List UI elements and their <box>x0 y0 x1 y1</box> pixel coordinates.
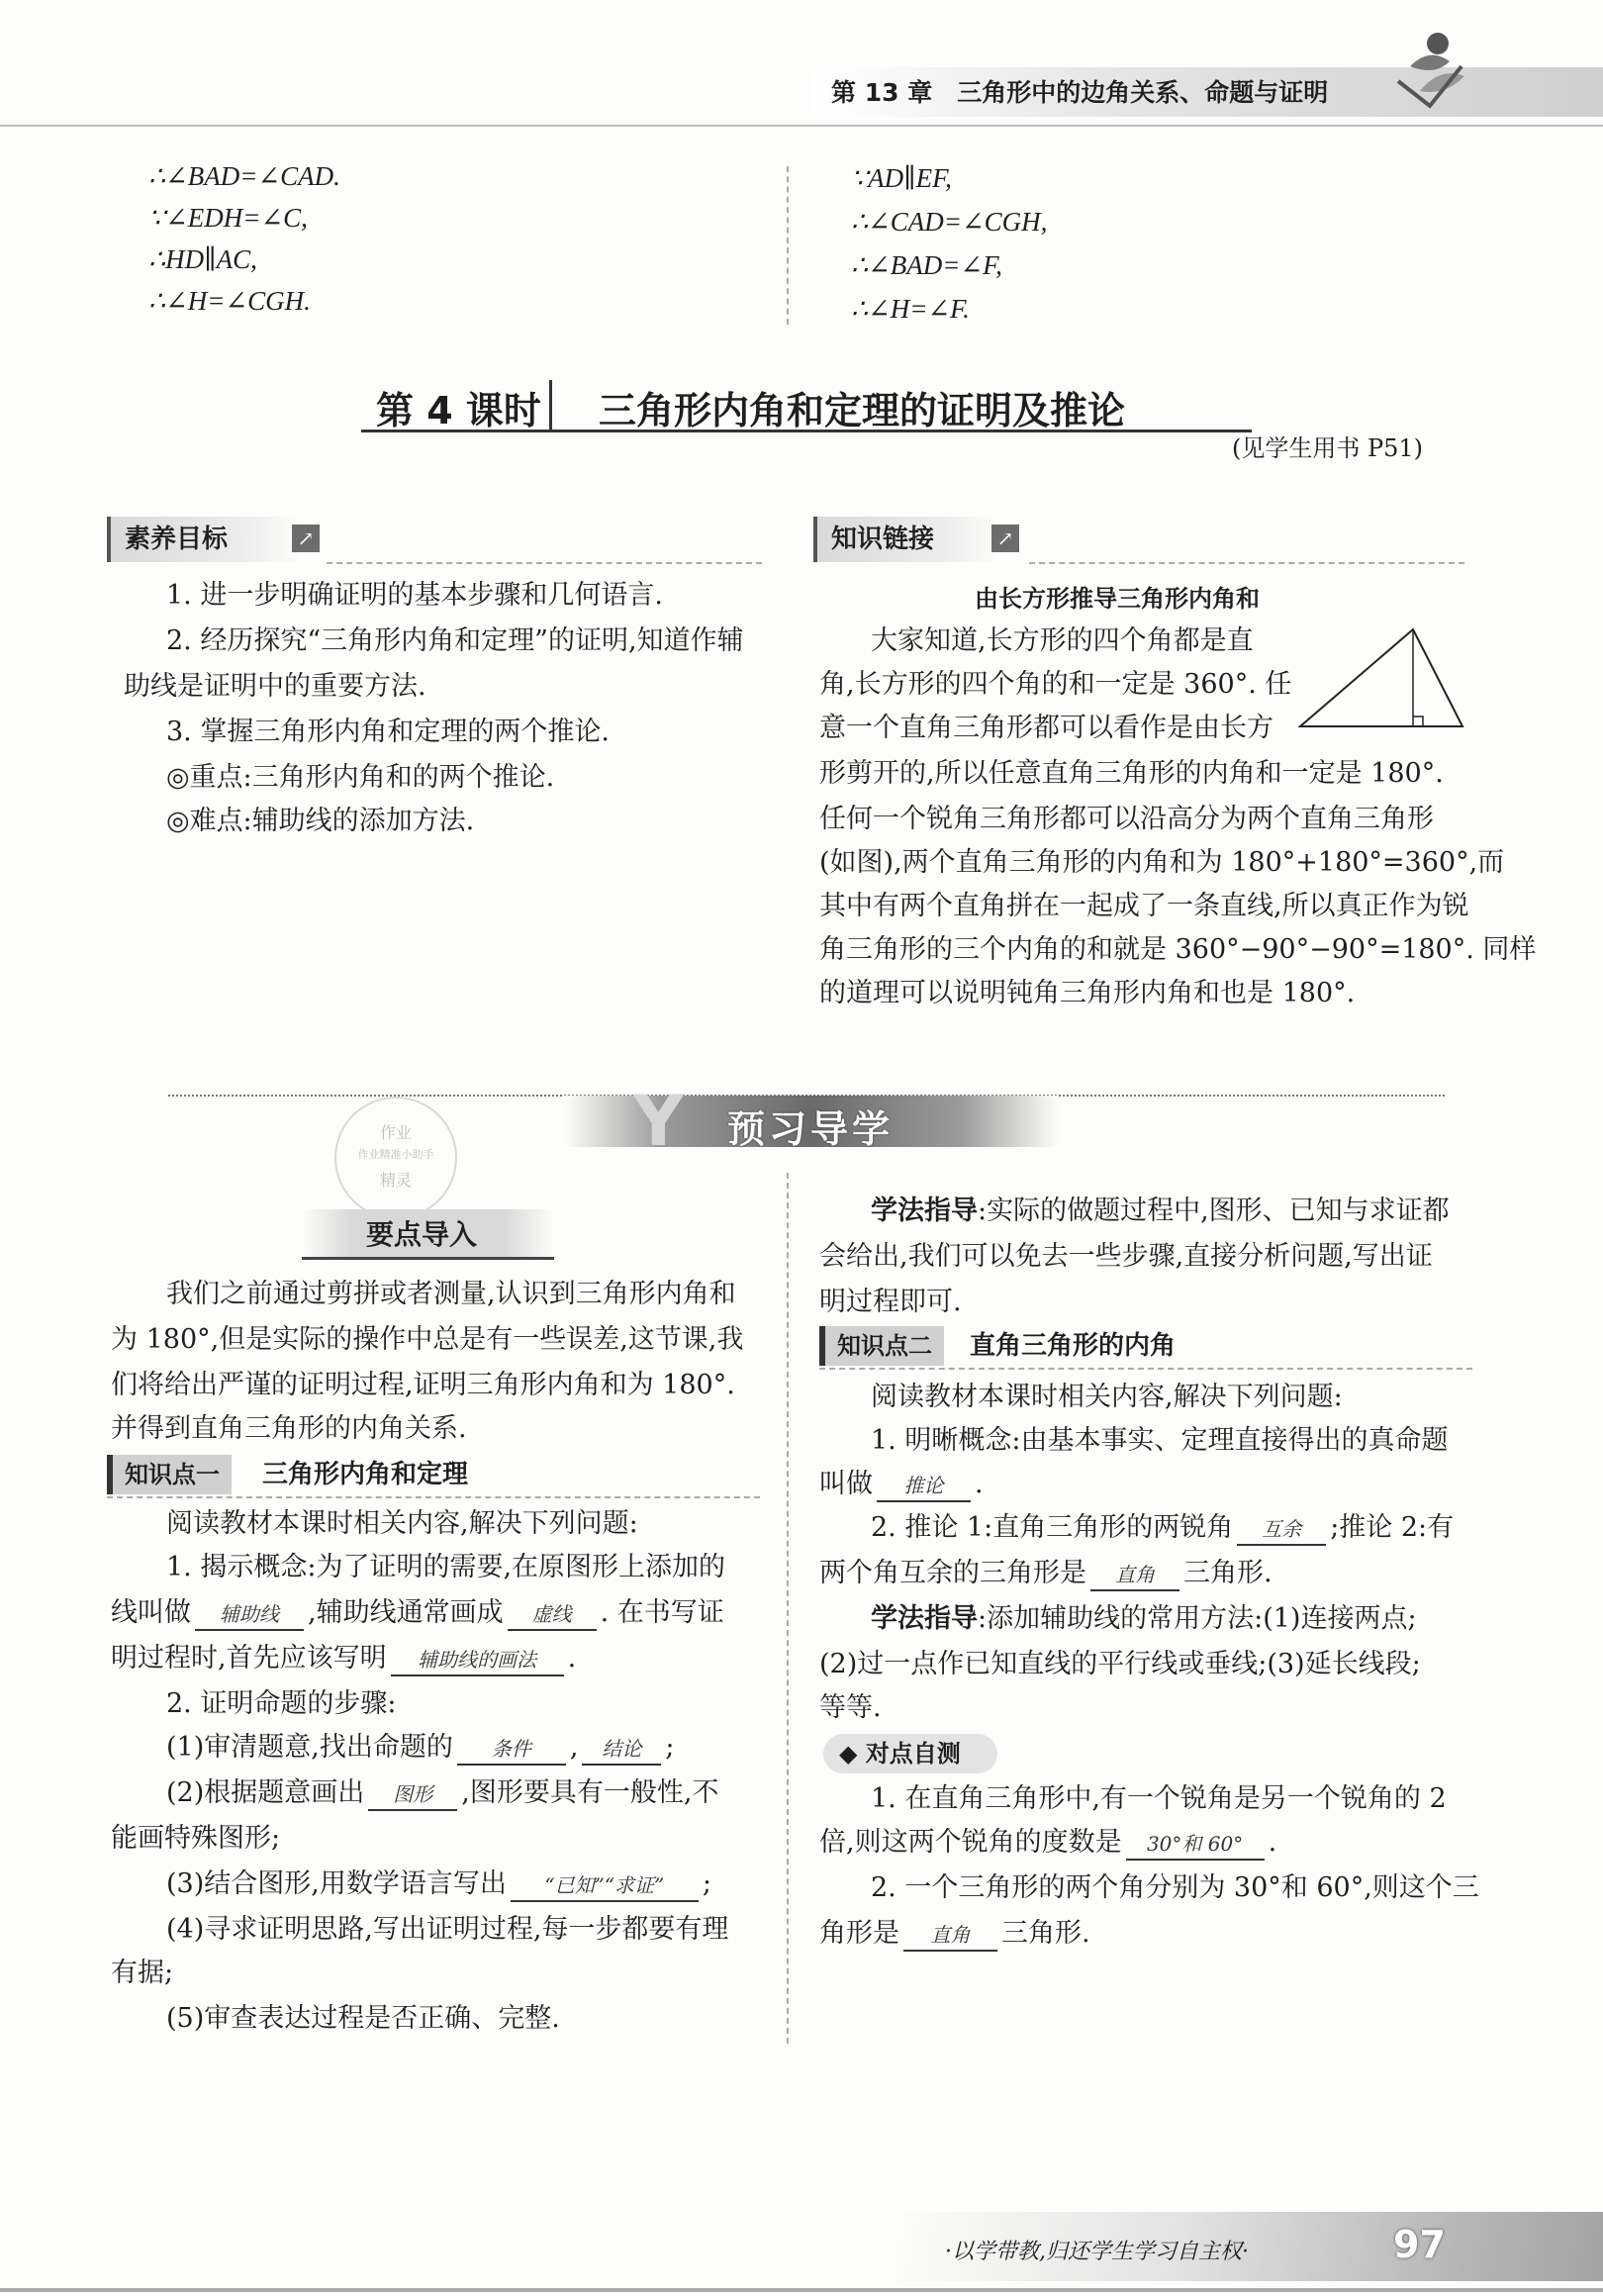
difficulty-item: ◎难点:辅助线的添加方法. <box>166 806 475 836</box>
answer-blank: 辅助线的画法 <box>391 1645 564 1676</box>
text: :实际的做题过程中,图形、已知与求证都 <box>978 1196 1450 1226</box>
proof-line: ∴∠BAD=∠CAD. <box>148 161 340 191</box>
paragraph-line: 并得到直角三角形的内角关系. <box>111 1413 467 1444</box>
lesson-number: 第 4 课时 <box>376 389 541 432</box>
text: 明过程时,首先应该写明 <box>111 1643 387 1674</box>
paragraph-line: 形剪开的,所以任意直角三角形的内角和一定是 180°. <box>819 758 1444 789</box>
proof-line: ∴HD∥AC, <box>148 244 257 274</box>
method-guide-line <box>871 1192 1450 1231</box>
footer-rule <box>0 2288 1603 2292</box>
fill-blank-line <box>111 1639 576 1678</box>
paragraph-line: 任何一个锐角三角形都可以沿高分为两个直角三角形 <box>819 804 1434 834</box>
knowledge-link-tab: 知识链接 <box>813 517 999 562</box>
tab-rule <box>327 562 762 564</box>
fill-blank-line <box>166 1773 718 1813</box>
text: 三角形. <box>1001 1918 1090 1949</box>
banner-letter-decoration: Y <box>633 1081 684 1162</box>
paragraph-line: 会给出,我们可以免去一些步骤,直接分析问题,写出证 <box>819 1241 1433 1272</box>
app-watermark-seal <box>334 1097 457 1219</box>
text: . 在书写证 <box>600 1597 724 1628</box>
text: :添加辅助线的常用方法:(1)连接两点; <box>978 1603 1417 1634</box>
seal-text: 作业精准小助手 <box>357 1148 434 1161</box>
text: ; <box>702 1868 711 1899</box>
paragraph-line: 为 180°,但是实际的操作中总是有一些误差,这节课,我 <box>111 1324 744 1355</box>
goal-item: 1. 进一步明确证明的基本步骤和几何语言. <box>166 580 663 611</box>
knowledge-point-2-title: 直角三角形的内角 <box>970 1331 1177 1361</box>
answer-blank: 结论 <box>582 1734 661 1766</box>
text: (1)审清题意,找出命题的 <box>166 1732 453 1763</box>
paragraph-line: (4)寻求证明思路,写出证明过程,每一步都要有理 <box>166 1914 729 1945</box>
text: 2. 推论 1:直角三角形的两锐角 <box>871 1512 1234 1543</box>
text: (2)根据题意画出 <box>166 1777 365 1808</box>
leaf-logo-icon <box>1390 22 1469 111</box>
answer-blank: 图形 <box>368 1779 457 1811</box>
chapter-title: 第 13 章 三角形中的边角关系、命题与证明 <box>831 78 1329 107</box>
footer-slogan: ·以学带教,归还学生学习自主权· <box>945 2240 1249 2264</box>
tab-rule <box>1029 562 1464 564</box>
method-guide-line <box>871 1599 1417 1639</box>
column-divider <box>787 166 789 325</box>
knowledge-point-1-label: 知识点一 <box>107 1455 232 1494</box>
text: 倍,则这两个锐角的度数是 <box>819 1827 1122 1858</box>
text: (3)结合图形,用数学语言写出 <box>166 1868 507 1899</box>
page-number: 97 <box>1393 2223 1446 2266</box>
answer-blank: “已知”“求证” <box>511 1870 699 1902</box>
paragraph-line: 阅读教材本课时相关内容,解决下列问题: <box>166 1508 638 1539</box>
answer-blank: 互余 <box>1237 1514 1326 1546</box>
paragraph-line: (如图),两个直角三角形的内角和为 180°+180°=360°,而 <box>819 847 1505 878</box>
answer-blank: 直角 <box>1090 1560 1179 1591</box>
goal-item: 3. 掌握三角形内角和定理的两个推论. <box>166 717 610 747</box>
problem-line: 1. 在直角三角形中,有一个锐角是另一个锐角的 2 <box>871 1783 1447 1814</box>
method-guide-label: 学法指导 <box>871 1603 978 1634</box>
fill-blank-line <box>819 1914 1090 1954</box>
paragraph-line: 大家知道,长方形的四个角都是直 <box>871 625 1254 656</box>
text: ;推论 2:有 <box>1330 1512 1455 1543</box>
text: . <box>975 1469 984 1499</box>
knowledge-point-2-label: 知识点二 <box>819 1326 944 1366</box>
key-points-title: 要点导入 <box>366 1218 478 1251</box>
text: ; <box>665 1732 675 1763</box>
text: 叫做 <box>819 1469 873 1499</box>
paragraph-line: 意一个直角三角形都可以看作是由长方 <box>819 713 1273 743</box>
tab-rule <box>107 1496 760 1498</box>
proof-line: ∵AD∥EF, <box>851 163 952 193</box>
acute-triangle-figure <box>1296 623 1474 732</box>
header-rule <box>0 125 1603 127</box>
proof-line: ∴∠H=∠CGH. <box>148 286 311 316</box>
knowledge-point-1-title: 三角形内角和定理 <box>262 1460 469 1489</box>
paragraph-line: 能画特殊图形; <box>111 1823 281 1854</box>
paragraph-line: 2. 证明命题的步骤: <box>166 1688 397 1719</box>
text: . <box>567 1643 577 1674</box>
answer-blank: 30°和 60° <box>1126 1829 1265 1861</box>
paragraph-line: (2)过一点作已知直线的平行线或垂线;(3)延长线段; <box>819 1649 1421 1679</box>
fill-blank-line <box>819 1554 1273 1593</box>
paragraph-line: (5)审查表达过程是否正确、完整. <box>166 2003 560 2034</box>
literacy-goals-tab: 素养目标 <box>107 517 303 562</box>
tab-rule <box>819 1368 1472 1370</box>
answer-blank: 直角 <box>903 1920 997 1952</box>
fill-blank-line <box>111 1593 724 1633</box>
fill-blank-line <box>166 1865 711 1904</box>
paragraph-line: 1. 明晰概念:由基本事实、定理直接得出的真命题 <box>871 1425 1449 1456</box>
paragraph-line: 有据; <box>111 1958 174 1988</box>
paragraph-line: 我们之前通过剪拼或者测量,认识到三角形内角和 <box>166 1279 736 1309</box>
text: ,图形要具有一般性,不 <box>461 1777 719 1808</box>
proof-line: ∵∠EDH=∠C, <box>148 203 308 233</box>
fill-blank-line <box>871 1508 1454 1548</box>
answer-blank: 虚线 <box>508 1599 597 1631</box>
text: . <box>1268 1827 1277 1858</box>
paragraph-line: 们将给出严谨的证明过程,证明三角形内角和为 180°. <box>111 1370 735 1400</box>
column-divider <box>787 1173 789 2044</box>
paragraph-line: 明过程即可. <box>819 1287 962 1317</box>
paragraph-line: 1. 揭示概念:为了证明的需要,在原图形上添加的 <box>166 1552 726 1582</box>
paragraph-line: 的道理可以说明钝角三角形内角和也是 180°. <box>819 978 1356 1008</box>
text: 两个角互余的三角形是 <box>819 1558 1086 1588</box>
arrow-icon: ↗ <box>292 525 320 552</box>
preview-banner-title: 预习导学 <box>727 1107 895 1151</box>
answer-blank: 推论 <box>877 1471 971 1502</box>
proof-line: ∴∠BAD=∠F, <box>851 250 1002 280</box>
text: , <box>569 1732 579 1763</box>
fill-blank-line <box>819 1823 1276 1863</box>
answer-blank: 条件 <box>457 1734 566 1766</box>
paragraph-line: 角,长方形的四个角的和一定是 360°. 任 <box>819 669 1292 700</box>
proof-line: ∴∠CAD=∠CGH, <box>851 207 1048 237</box>
knowledge-link-heading: 由长方形推导三角形内角和 <box>975 585 1260 613</box>
problem-line: 2. 一个三角形的两个角分别为 30°和 60°,则这个三 <box>871 1872 1479 1903</box>
paragraph-line: 等等. <box>819 1692 882 1723</box>
lesson-title: 三角形内角和定理的证明及推论 <box>599 389 1126 432</box>
paragraph-line: 阅读教材本课时相关内容,解决下列问题: <box>871 1382 1343 1412</box>
seal-text: 精灵 <box>379 1171 412 1190</box>
text: ,辅助线通常画成 <box>308 1597 504 1628</box>
lesson-title-separator <box>549 380 552 430</box>
arrow-icon: ↗ <box>991 525 1019 552</box>
fill-blank-line <box>819 1465 984 1504</box>
text: 三角形. <box>1183 1558 1273 1588</box>
student-book-reference: (见学生用书 P51) <box>1232 434 1424 462</box>
paragraph-line: 其中有两个直角拼在一起成了一条直线,所以真正作为锐 <box>819 891 1469 921</box>
text: 角形是 <box>819 1918 899 1949</box>
answer-blank: 辅助线 <box>195 1599 304 1631</box>
method-guide-label: 学法指导 <box>871 1196 978 1226</box>
seal-text: 作业 <box>379 1123 412 1142</box>
proof-line: ∴∠H=∠F. <box>851 294 970 324</box>
key-point-item: ◎重点:三角形内角和的两个推论. <box>166 762 555 793</box>
goal-item: 2. 经历探究“三角形内角和定理”的证明,知道作辅 <box>166 625 744 656</box>
self-check-title: ◆ 对点自测 <box>823 1734 997 1773</box>
paragraph-line: 角三角形的三个内角的和就是 360°−90°−90°=180°. 同样 <box>819 934 1537 965</box>
text: 线叫做 <box>111 1597 191 1628</box>
fill-blank-line <box>166 1728 675 1768</box>
goal-item: 助线是证明中的重要方法. <box>124 671 426 702</box>
